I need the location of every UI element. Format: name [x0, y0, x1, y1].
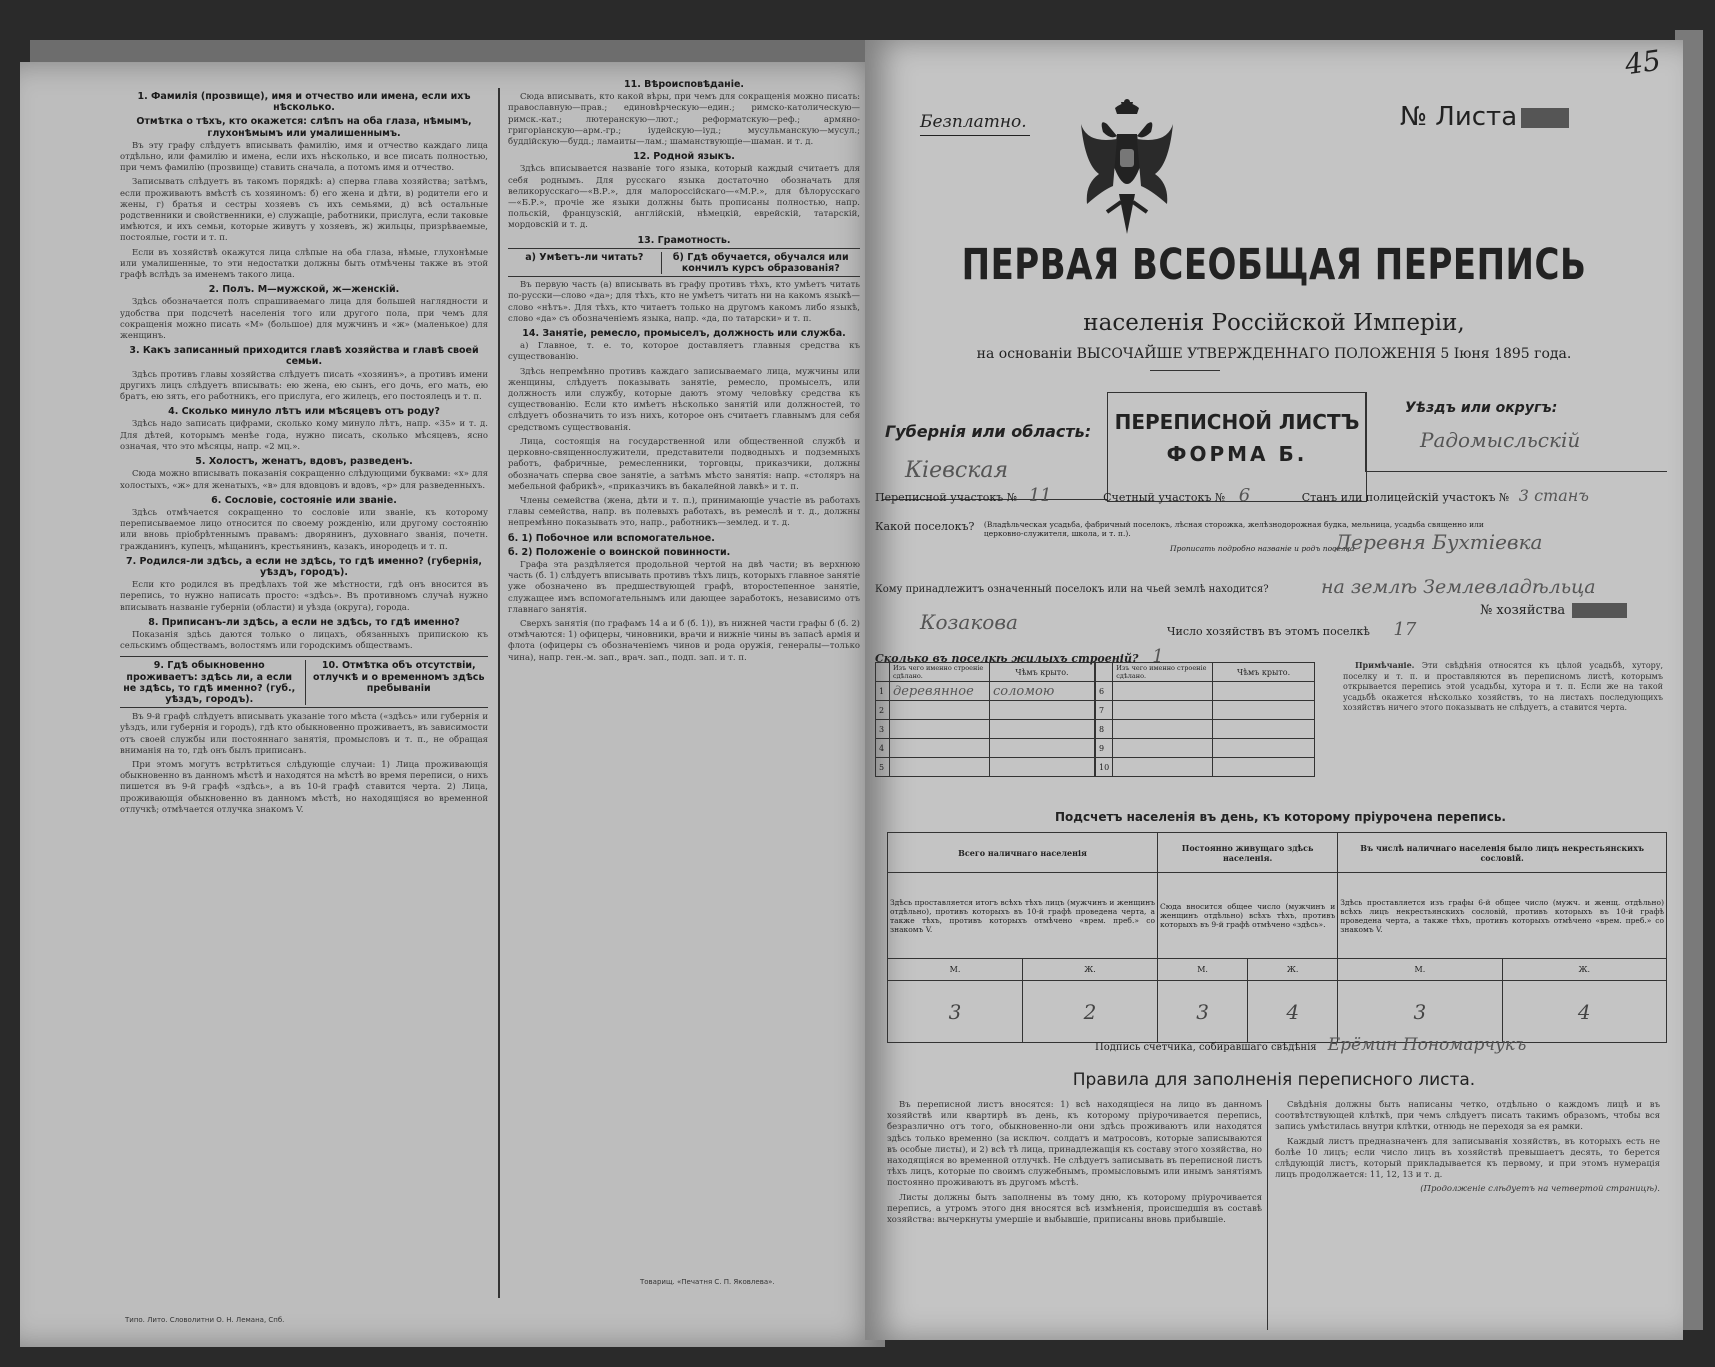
form-subtitle: ФОРМА Б. — [1166, 442, 1308, 466]
right-page-census-form — [865, 40, 1683, 1340]
column-header: Изъ чего именно строеніе сдѣлано. — [1113, 663, 1213, 682]
poselok-value: Деревня Бухтіевка — [1335, 530, 1543, 554]
section-title: 10. Отмѣтка объ отсутствіи, отлучкѣ и о временномъ здѣсь пребываніи — [305, 660, 489, 705]
instructions-column-1 — [120, 88, 488, 1318]
section-text: Сюда можно вписывать показанія сокращенно слѣдующими буквами: «х» для холостыхъ, «ж» для женатыхъ, «в» для вдовцовъ и вдовъ, «р» для разведенныхъ. — [120, 469, 488, 491]
instructions-column-2 — [508, 76, 860, 1306]
owner-value: на землѣ Землевладѣльца — [1321, 576, 1596, 598]
section-text: Здѣсь обозначается полъ спрашиваемаго лица для большей наглядности и удобства при подсчетѣ населенія того или другого пола, при чемъ для сокращенія можно писать «М» (большое) для мужчинъ и «ж» (маленькое) для женщинъ. — [120, 297, 488, 342]
buildings-value: 1 — [1152, 646, 1164, 667]
table-row — [876, 758, 1095, 777]
form-title: ПЕРЕПИСНОЙ ЛИСТЪ — [1114, 410, 1360, 434]
guberniya-label: Губернія или область: — [885, 422, 1092, 441]
table-header-row — [876, 663, 1095, 682]
section-title: 11. Вѣроисповѣданіе. — [623, 79, 745, 90]
column-note: Здѣсь проставляется итогъ всѣхъ тѣхъ лицъ (мужчинъ и женщинъ отдѣльно), противъ которыхъ въ 10-й графѣ проведена черта, а также тѣхъ, противъ которыхъ отмѣчено «врем. преб.» со знакомъ V. — [888, 873, 1158, 959]
column-header: Въ числѣ наличнаго населенія было лицъ некрестьянскихъ сословій. — [1338, 833, 1667, 873]
column-header: Постоянно живущаго здѣсь населенія. — [1158, 833, 1338, 873]
column-note: Здѣсь проставляется изъ графы 6-й общее число (мужч. и женщ. отдѣльно) всѣхъ лицъ некрестьянскихъ сословій, противъ которыхъ въ 10-й графѣ проведена черта, а также тѣхъ, противъ которыхъ отмѣчено «врем. преб.» со знакомъ V. — [1338, 873, 1667, 959]
male-header: М. — [888, 959, 1023, 981]
male-header: М. — [1158, 959, 1248, 981]
female-header: Ж. — [1248, 959, 1338, 981]
section-text: Члены семейства (жена, дѣти и т. п.), принимающіе участіе въ работахъ главы семейства, напр. въ полевыхъ работахъ, въ ремеслѣ и т. д., должны непремѣнно показывать это, напр., работникъ—землед. и т. д. — [508, 495, 860, 529]
column-note: Сюда вносится общее число (мужчинъ и женщинъ отдѣльно) всѣхъ тѣхъ, противъ которыхъ въ 9-й графѣ отмѣчено «здѣсь». — [1158, 873, 1338, 959]
table-row — [1096, 701, 1315, 720]
divider — [1150, 370, 1220, 371]
table-row — [876, 739, 1095, 758]
nonlocal-male-count: 3 — [1338, 981, 1502, 1043]
row-number: 9 — [1096, 739, 1113, 758]
section-subtitle: а) Умѣетъ-ли читать? — [525, 251, 644, 263]
owner-value-2: Козакова — [920, 610, 1018, 634]
section-text: Въ эту графу слѣдуетъ вписывать фамилію, имя и отчество каждаго лица отдѣльно, или фамилію и имена, если ихъ нѣсколько, и все писать полностью, при чемъ фамилію (прозвище) ставить сначала, а потомъ имя и отчество. — [120, 140, 488, 174]
signature-field — [1095, 1035, 1526, 1055]
table-row — [888, 959, 1667, 981]
row-number: 3 — [876, 720, 890, 739]
section-title: 9. Гдѣ обыкновенно проживаетъ: здѣсь ли, а если не здѣсь, то гдѣ именно? (губ., уѣздъ, городъ). — [123, 660, 296, 705]
signature-value: Ерёмин Пономарчукъ — [1327, 1035, 1527, 1055]
table-row — [876, 701, 1095, 720]
legal-basis: на основаніи ВЫСОЧАЙШЕ УТВЕРЖДЕННАГО ПОЛОЖЕНІЯ 5 Іюня 1895 года. — [976, 346, 1572, 362]
guberniya-value: Кіевская — [905, 458, 1009, 483]
section-subtitle: б. 2) Положеніе о воинской повинности. — [508, 546, 731, 558]
poselok-hint: (Владѣльческая усадьба, фабричный поселокъ, лѣсная сторожка, желѣзнодорожная будка, мельница, усадьба священно или церковно-служителя, школа, и т. п.). — [983, 520, 1484, 538]
section-text: Въ первую часть (а) вписывать въ графу противъ тѣхъ, кто умѣетъ читать по-русски—слово «да»; для тѣхъ, кто не умѣетъ читать ни на какомъ языкѣ—слово «нѣтъ». Для тѣхъ, кто читаетъ только на другомъ какомъ либо языкѣ, слово «да» съ обозначеніемъ языка, напр. «да, по татарски» и т. п. — [508, 280, 860, 324]
poselok-label: Какой поселокъ? — [875, 520, 975, 533]
rules-text: Каждый листъ предназначенъ для записыванія хозяйствъ, въ которыхъ есть не болѣе 10 лицъ; если число лицъ въ хозяйствѣ превышаетъ десять, то берется слѣдующій листъ, который прикладывается къ первому, и при этомъ нумерація лицъ продолжается: 11, 12, 13 и т. д. — [1275, 1136, 1660, 1181]
buildings-table-left — [875, 662, 1095, 777]
section-title: 1. Фамилія (прозвище), имя и отчество или имена, если ихъ нѣсколько. — [137, 91, 471, 114]
page-number: 45 — [1622, 43, 1663, 82]
household-number-label: № хозяйства — [1480, 603, 1566, 618]
row-number: 1 — [876, 682, 890, 701]
table-row — [876, 682, 1095, 701]
section-title: 8. Приписанъ-ли здѣсь, а если не здѣсь, то гдѣ именно? — [148, 616, 460, 628]
note-text: Эти свѣдѣнія относятся къ цѣлой усадьбѣ, хутору, поселку и т. п. и проставляются въ переписномъ листѣ, которымъ открывается перепись этой усадьбы, хутора и т. п. Если же на такой усадьбѣ окажется нѣсколько хозяйствъ, то на листахъ последующихъ хозяйствъ ничего этого показывать не слѣдуетъ, а ставится черта. — [1343, 661, 1663, 712]
building-material: деревянное — [893, 683, 974, 699]
table-row — [1096, 758, 1315, 777]
households-field — [1167, 619, 1416, 640]
table-row — [888, 981, 1667, 1043]
population-count-table — [887, 832, 1667, 1043]
section-text: При этомъ могутъ встрѣтиться слѣдующіе случаи: 1) Лица проживающія обыкновенно въ данномъ мѣстѣ и находятся на мѣстѣ во время переписи, о нихъ пишется въ 9-й графѣ «здѣсь», а въ 10-й графѣ ставится черта. 2) Лица, проживающія обыкновенно въ данномъ мѣстѣ, но находящіяся во временной отлучкѣ; отмѣчается отлучка знакомъ V. — [120, 759, 488, 815]
section-title: 13. Грамотность. — [637, 234, 731, 246]
row-number: 6 — [1096, 682, 1113, 701]
rules-column-right — [1275, 1100, 1660, 1330]
nonlocal-female-count: 4 — [1502, 981, 1666, 1043]
section-title: 6. Сословіе, состояніе или званіе. — [211, 494, 397, 506]
rules-column-left — [887, 1100, 1262, 1330]
poselok-hint-2: Прописать подробно названіе и родъ поселка — [1170, 544, 1355, 553]
uchastok-value: 11 — [1028, 485, 1052, 506]
row-number: 7 — [1096, 701, 1113, 720]
section-text: Если кто родился въ предѣлахъ той же мѣстности, гдѣ онъ вносится въ перепись, то нужно написать просто: «здѣсь». Въ противномъ случаѣ нужно вписывать названіе губерніи (области) и уѣзда (округа), города. — [120, 580, 488, 613]
imperial-eagle-icon — [1077, 94, 1177, 244]
buildings-label: Сколько въ поселкѣ жилыхъ строеній? — [875, 652, 1139, 665]
column-divider — [498, 88, 500, 1298]
table-cell — [890, 682, 990, 701]
section-text: Здѣсь противъ главы хозяйства слѣдуетъ писать «хозяинъ», а противъ имени другихъ лицъ слѣдуетъ вписывать: ею жена, ею сынъ, его дочь, его мать, ею братъ, ею зять, его работникъ, его прислуга, его жилецъ, его постоялецъ и т. п. — [120, 369, 488, 403]
sheet-number — [1400, 102, 1569, 132]
table-header-row — [888, 833, 1667, 873]
section-text: Показанія здѣсь даются только о лицахъ, обязанныхъ припискою къ сельскимъ обществамъ, волостямъ или городскимъ обществамъ. — [120, 629, 488, 652]
stan-value: 3 станъ — [1518, 486, 1589, 505]
printer-imprint: Товарищ. «Печатня С. П. Яковлева». — [640, 1278, 775, 1286]
households-label: Число хозяйствъ въ этомъ поселкѣ — [1167, 625, 1370, 638]
section-title: 3. Какъ записанный приходится главѣ хозяйства и главѣ своей семьи. — [129, 345, 479, 368]
present-female-count: 2 — [1023, 981, 1158, 1043]
rules-text: Листы должны быть заполнены въ тому дню, къ которому пріурочивается перепись, а утромъ этого дня вносятся всѣ измѣненія, происшедшія въ составѣ хозяйства: вычеркнуты умершіе и выбывшіе, приписаны вновь прибывшіе. — [887, 1192, 1262, 1226]
section-text: Сюда вписывать, кто какой вѣры, при чемъ для сокращенія можно писать: православную—прав.; единовѣрческую—един.; римско-католическую—римск.-кат.; лютеранскую—лют.; реформатскую—реф.; армяно-григоріанскую—арм.-гр.; іудейскую—іуд.; мусульманскую—мусул.; буддійскую—будд.; ламаиты—лам.; шаманствующіе—шаман. и т. д. — [508, 92, 860, 148]
section-text: Въ 9-й графѣ слѣдуетъ вписывать указаніе того мѣста («здѣсь» или губернія и уѣздъ, или губернія и городъ), гдѣ кто обыкновенно проживаетъ, въ зависимости отъ своей службы или постояннаго занятія, промысловъ и т. п., не обращая вниманія на то, гдѣ онъ былъ приписанъ. — [120, 712, 488, 756]
table-header-row — [1096, 663, 1315, 682]
free-label: Безплатно. — [920, 112, 1027, 132]
building-roof: соломою — [993, 683, 1055, 699]
section-text: Записывать слѣдуетъ въ такомъ порядкѣ: а) сперва глава хозяйства; затѣмъ, если проживаютъ вмѣстѣ съ хозяиномъ: б) его жена и дѣти, в) родители его и жены, г) братья и сестры хозяевъ съ ихъ семьями, д) всѣ остальные родственники и свойственники, е) служащіе, работники, прислуга, если таковые имѣются, и ихъ семьи, которые живутъ у хозяевъ, ж) жильцы, призрѣваемые, постоялые, гости и т. п. — [120, 177, 488, 244]
buildings-table-right — [1095, 662, 1315, 777]
column-header: Изъ чего именно строеніе сдѣлано. — [890, 663, 990, 682]
row-number: 2 — [876, 701, 890, 720]
section-text: Если въ хозяйствѣ окажутся лица слѣпые на оба глаза, нѣмые, глухонѣмые или умалишенные, то эти недостатки должны быть отмѣчены также въ этой графѣ вслѣдъ за именемъ такого лица. — [120, 247, 488, 281]
uchastok-label: Переписной участокъ № — [875, 491, 1018, 504]
female-header: Ж. — [1023, 959, 1158, 981]
row-number: 4 — [876, 739, 890, 758]
section-text: а) Главное, т. е. то, которое доставляетъ главныя средства къ существованію. — [508, 341, 860, 363]
uezd-value: Радомысльскій — [1420, 428, 1581, 452]
rules-text: Въ переписной листъ вносятся: 1) всѣ находящіеся на лицо въ данномъ хозяйствѣ или квартирѣ въ день, къ которому пріурочивается перепись, безразлично отъ того, обыкновенно-ли они здѣсь проживаютъ или находятся здѣсь только временно (за исключ. солдатъ и матросовъ, которые записываются въ особые листы), и 2) всѣ тѣ лица, принадлежащія къ составу этого хозяйства, но находящіяся во временной отлучкѣ. Не слѣдуетъ записывать въ переписной листъ тѣхъ лицъ, которые по своимъ служебнымъ, промысловымъ или инымъ занятіямъ постоянно проживаютъ въ другомъ мѣстѣ. — [887, 1100, 1262, 1189]
table-cell — [990, 682, 1095, 701]
table-row — [876, 720, 1095, 739]
column-divider — [1267, 1100, 1268, 1330]
table-row — [888, 873, 1667, 959]
section-text: Здѣсь надо записать цифрами, сколько кому минуло лѣтъ, напр. «35» и т. д. Для дѣтей, которымъ менѣе года, нужно писать, сколько мѣсяцевъ, ясно означая, что это мѣсяцы, напр. «2 мц.». — [120, 419, 488, 452]
owner-label: Кому принадлежитъ означенный поселокъ или на чьей землѣ находится? — [875, 584, 1269, 595]
left-page-instructions — [20, 62, 885, 1347]
page-subtitle: населенія Россійской Имперіи, — [1083, 310, 1465, 336]
section-text: Графа эта раздѣляется продольной чертой на двѣ части; въ верхнюю часть (б. 1) слѣдуетъ вписывать противъ тѣхъ лицъ, которыхъ главное занятіе уже обозначено въ предшествующей графѣ, второстепенное занятіе, служащее имъ вспомогательнымъ или дающее заработокъ, независимо отъ главнаго занятія. — [508, 559, 860, 615]
row-number: 8 — [1096, 720, 1113, 739]
section-title: 12. Родной языкъ. — [633, 151, 735, 163]
signature-label: Подпись счетчика, собиравшаго свѣдѣнія — [1095, 1042, 1317, 1053]
stan-label: Станъ или полицейскій участокъ № — [1301, 491, 1510, 504]
table-row — [1096, 739, 1315, 758]
section-text: Сверхъ занятія (по графамъ 14 а и б (б. 1)), въ нижней части графы б (б. 2) отмѣчаются: 1) офицеры, чиновники, врачи и нижніе чины въ запасѣ армія и флота (офицеры съ обозначеніемъ чинов и рода оружія, генералы—только чина), напр. ген.-м. зап., врач. зап., подп. зап. и т. п. — [508, 618, 860, 663]
rules-continuation: (Продолженіе слѣдуетъ на четвертой страницѣ). — [1420, 1184, 1660, 1195]
owner-field — [875, 584, 1269, 595]
page-edge-top — [30, 40, 870, 64]
table-row — [1096, 682, 1315, 701]
present-male-count: 3 — [888, 981, 1023, 1043]
population-count-title: Подсчетъ населенія въ день, къ которому пріурочена перепись. — [1055, 810, 1506, 824]
schetny-value: 6 — [1238, 485, 1251, 506]
page-title: ПЕРВАЯ ВСЕОБЩАЯ ПЕРЕПИСЬ — [961, 240, 1587, 290]
sheet-number-value — [1521, 108, 1569, 128]
uchastok-field — [875, 485, 1589, 506]
section-text: Здѣсь непремѣнно противъ каждаго записываемаго лица, мужчины или женщины, слѣдуетъ показывать занятіе, ремесло, промыселъ, или должность или службу, которые даютъ этому человѣку средства къ существованію. Если кто имѣетъ нѣсколько занятій или должностей, то слѣдуетъ обозначить то изъ нихъ, которое онъ считаетъ главнымъ для себя средствомъ существованія. — [508, 366, 860, 433]
section-text: Лица, состоящія на государственной или общественной службѣ и церковно-священнослужители, представители подводныхъ и подземныхъ работъ, фабричные, ремесленники, торговцы, приказчики, должны обозначать сперва свое занятіе, а затѣмъ мѣсто занятія: напр. «столяръ на мебельной фабрикѣ», «приказчикъ въ бакалейной лавкѣ» и т. п. — [508, 436, 860, 492]
household-number-redacted — [1572, 603, 1627, 618]
row-number: 5 — [876, 758, 890, 777]
note-title: Примѣчаніе. — [1355, 660, 1415, 670]
table-row — [1096, 720, 1315, 739]
section-subtitle: б. 1) Побочное или вспомогательное. — [508, 532, 715, 544]
column-header: Всего наличнаго населенія — [888, 833, 1158, 873]
section-title: 7. Родился-ли здѣсь, а если не здѣсь, то гдѣ именно? (губернія, уѣздъ, городъ). — [126, 555, 482, 578]
printer-imprint: Типо. Лито. Словолитни О. Н. Лемана, Спб. — [125, 1316, 285, 1324]
section-subtitle: б) Гдѣ обучается, обучался или кончилъ курсъ образованія? — [661, 252, 860, 274]
rules-title: Правила для заполненія переписного листа. — [1072, 1070, 1476, 1090]
underline — [920, 135, 1030, 136]
section-text: Здѣсь вписывается названіе того языка, который каждый считаетъ для себя роднымъ. Для русскаго языка достаточно обозначать для великорусскаго—«В.Р.», для малороссійскаго—«М.Р.», для бѣлорусскаго—«Б.Р.», прочіе же языки должны быть прописаны полностью, напр. польскій, французскій, англійскій, нѣмецкій, еврейскій, татарскій, мордовскій и т. д. — [508, 164, 860, 231]
schetny-label: Счетный участокъ № — [1103, 491, 1226, 504]
permanent-female-count: 4 — [1248, 981, 1338, 1043]
column-header: Чѣмъ крыто. — [1213, 663, 1315, 682]
section-title: 4. Сколько минуло лѣтъ или мѣсяцевъ отъ роду? — [168, 406, 440, 418]
column-header: Чѣмъ крыто. — [990, 663, 1095, 682]
rules-text: Свѣдѣнія должны быть написаны четко, отдѣльно о каждомъ лицѣ и въ соотвѣтствующей клѣткѣ, при чемъ слѣдуетъ писать такимъ образомъ, чтобы вся запись умѣстилась внутри клѣтки, отнюдь не переходя за ея рамки. — [1275, 1100, 1660, 1133]
row-number: 10 — [1096, 758, 1113, 777]
uezd-label: Уѣздъ или округъ: — [1405, 400, 1558, 416]
section-title: 5. Холостъ, женатъ, вдовъ, разведенъ. — [195, 456, 413, 468]
permanent-male-count: 3 — [1158, 981, 1248, 1043]
male-header: М. — [1338, 959, 1502, 981]
household-number-field — [1480, 603, 1627, 618]
section-title: 2. Полъ. М—мужской, ж—женскій. — [208, 284, 400, 296]
female-header: Ж. — [1502, 959, 1666, 981]
section-text: Здѣсь отмѣчается сокращенно то сословіе или званіе, къ которому переписываемое лицо относится по своему рожденію, или другому состоянію или вновь пріобрѣтеннымъ правамъ: дворянинъ, духовнаго званія, почетн. гражданинъ, купецъ, мѣщанинъ, крестьянинъ, казакъ, инородецъ и т. п. — [120, 507, 488, 552]
section-note: Отмѣтка о тѣхъ, кто окажется: слѣпъ на оба глаза, нѣмымъ, глухонѣмымъ или умалишеннымъ. — [136, 116, 472, 139]
sheet-number-label: № Листа — [1400, 102, 1518, 132]
section-title: 14. Занятіе, ремесло, промыселъ, должность или служба. — [522, 328, 846, 340]
households-value: 17 — [1393, 619, 1417, 640]
note-block — [1343, 660, 1663, 805]
